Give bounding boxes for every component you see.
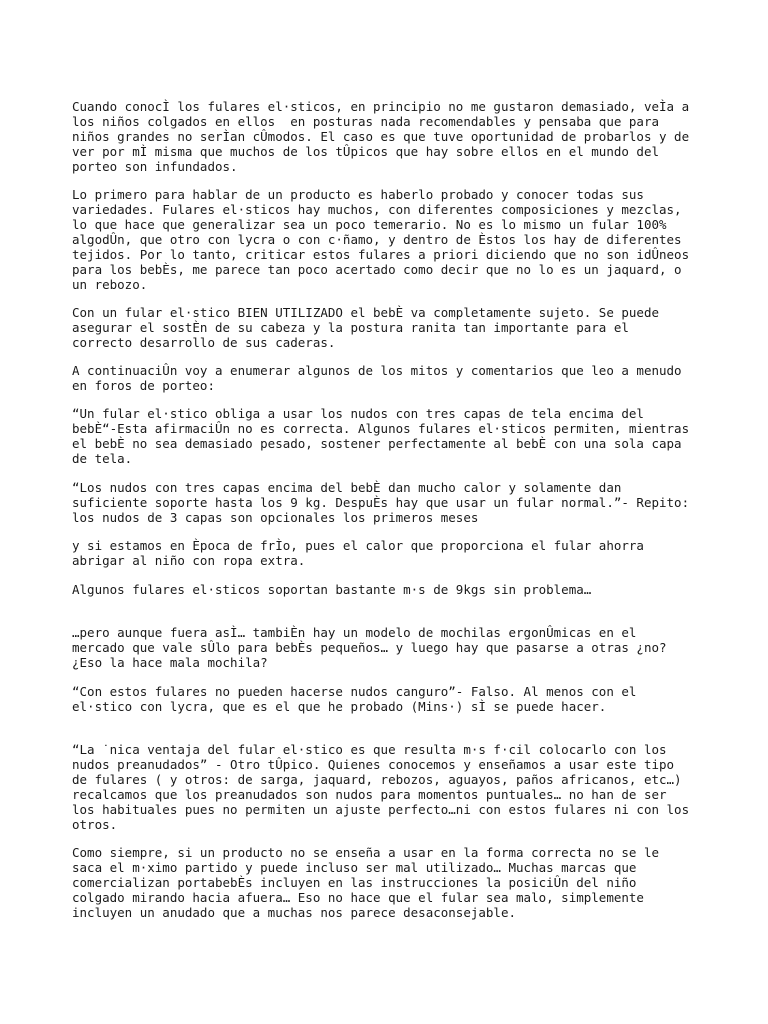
paragraph-7: y si estamos en Època de frÌo, pues el calor que proporciona el fular ahorra abrigar al niño con ropa extra. [72,538,644,568]
paragraph-12: Como siempre, si un producto no se enseña a usar en la forma correcta no se le saca el m·ximo partido y puede incluso ser mal utilizado… Muchas marcas que comercializan portabebÈs incluyen en las instrucciones la posiciÛn del niño colgado mirando hacia afuera… Eso no hace que el fular sea malo, simplemente incluyen un anudado que a muchas nos parece desaconsejable. [72,845,659,920]
paragraph-8: Algunos fulares el·sticos soportan bastante m·s de 9kgs sin problema… [72,582,592,597]
paragraph-1: Cuando conocÌ los fulares el·sticos, en principio no me gustaron demasiado, veÌa a los niños colgados en ellos en posturas nada recomendables y pensaba que para niños grandes no serÌan cÛmodos. El caso es que tuve oportunidad de probarlos y de ver por mÌ misma que muchos de los tÛpicos que hay sobre ellos en el mundo del porteo son infundados. [72,99,690,174]
paragraph-9: …pero aunque fuera asÌ… tambiÈn hay un modelo de mochilas ergonÛmicas en el mercado que vale sÛlo para bebÈs pequeños… y luego hay que pasarse a otras ¿no? ¿Eso la hace mala mochila? [72,625,667,670]
paragraph-5: “Un fular el·stico obliga a usar los nudos con tres capas de tela encima del bebÈ“-Esta afirmaciÛn no es correcta. Algunos fulares el·sticos permiten, mientras el bebÈ no sea demasiado pesado, sostener perfectamente al bebÈ con una sola capa de tela. [72,406,690,466]
paragraph-3: Con un fular el·stico BIEN UTILIZADO el bebÈ va completamente sujeto. Se puede asegurar el sostÈn de su cabeza y la postura ranita tan importante para el correcto desarrollo de sus caderas. [72,305,659,350]
paragraph-6: “Los nudos con tres capas encima del bebÈ dan mucho calor y solamente dan suficiente soporte hasta los 9 kg. DespuÈs hay que usar un fular normal.”- Repito: los nudos de 3 capas son opcionales los primeros meses [72,480,690,525]
paragraph-10: “Con estos fulares no pueden hacerse nudos canguro”- Falso. Al menos con el el·stico con lycra, que es el que he probado (Mins·) sÌ se puede hacer. [72,684,637,714]
paragraph-11: “La ˙nica ventaja del fular el·stico es que resulta m·s f·cil colocarlo con los nudos preanudados” - Otro tÛpico. Quienes conocemos y enseñamos a usar este tipo de fulares ( y otros: de sarga, jaquard, rebozos, aguayos, paños africanos, etc…) recalcamos que los preanudados son nudos para momentos puntuales… no han de ser los habituales pues no permiten un ajuste perfecto…ni con estos fulares ni con los otros. [72,742,690,832]
paragraph-2: Lo primero para hablar de un producto es haberlo probado y conocer todas sus variedades. Fulares el·sticos hay muchos, con diferentes composiciones y mezclas, lo que hace que generalizar sea un poco temerario. No es lo mismo un fular 100% algodÛn, que otro con lycra o con c·ñamo, y dentro de Èstos los hay de diferentes tejidos. Por lo tanto, criticar estos fulares a priori diciendo que no son idÛneos para los bebÈs, me parece tan poco acertado como decir que no lo es un jaquard, o un rebozo. [72,187,690,292]
paragraph-4: A continuaciÛn voy a enumerar algunos de los mitos y comentarios que leo a menudo en foros de porteo: [72,363,682,393]
